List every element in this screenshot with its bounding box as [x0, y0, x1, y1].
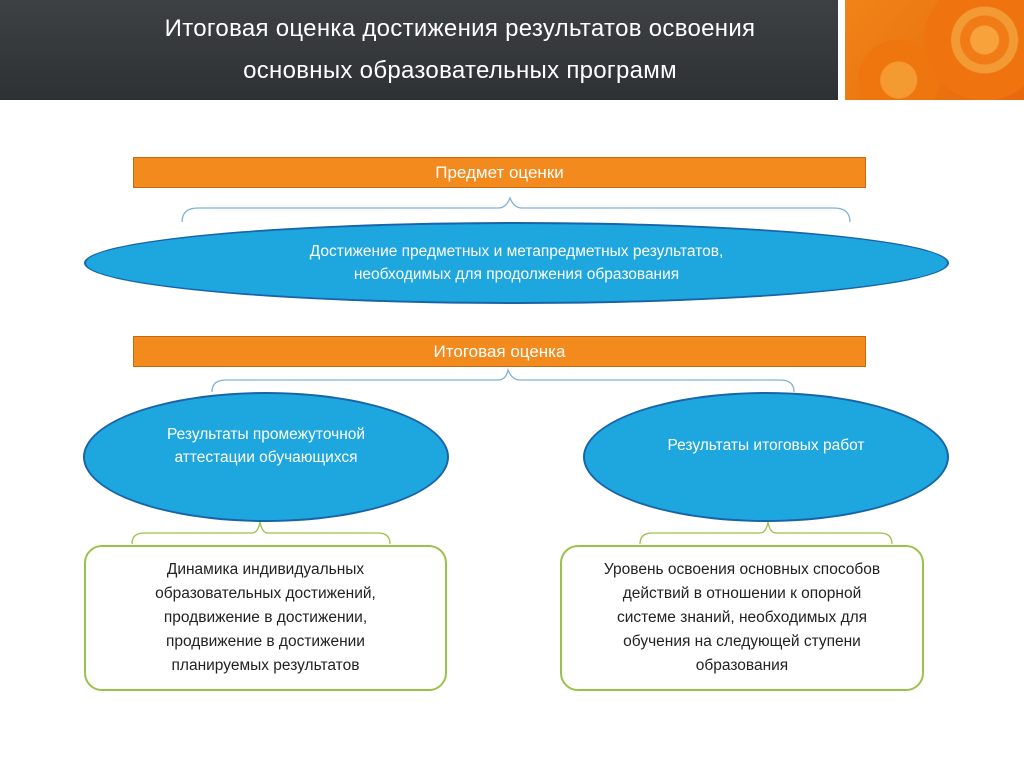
right-box-line-3: системе знаний, необходимых для: [616, 609, 868, 626]
left-ellipse-line-1: Результаты промежуточной: [166, 426, 366, 443]
title-line-1: Итоговая оценка достижения результатов освоения: [164, 15, 756, 42]
intermediate-results-ellipse: [83, 392, 449, 522]
brace-left-box: [132, 522, 390, 544]
brace-subject: [182, 198, 850, 222]
left-box-line-5: планируемых результатов: [171, 657, 360, 674]
left-box-line-3: продвижение в достижении,: [163, 609, 368, 626]
left-box-line-4: продвижение в достижении: [166, 633, 365, 650]
right-box-line-4: обучения на следующей ступени: [623, 633, 861, 650]
brace-right-box: [640, 522, 892, 544]
mastery-level-box: [560, 545, 924, 691]
brace-final: [212, 370, 794, 392]
left-box-line-1: Динамика индивидуальных: [166, 561, 365, 578]
left-ellipse-line-2: аттестации обучающихся: [174, 449, 358, 466]
final-assessment-bar: Итоговая оценка: [133, 336, 866, 367]
subject-ellipse: [84, 222, 949, 304]
subject-ellipse-line-1: Достижение предметных и метапредметных результатов,: [309, 243, 724, 260]
right-box-line-1: Уровень освоения основных способов: [603, 561, 881, 578]
subject-of-assessment-bar: Предмет оценки: [133, 157, 866, 188]
left-box-line-2: образовательных достижений,: [155, 585, 376, 602]
final-works-results-ellipse: [583, 392, 949, 522]
right-box-line-2: действий в отношении к опорной: [622, 585, 862, 602]
right-ellipse-line-1: Результаты итоговых работ: [667, 436, 865, 454]
individual-dynamics-box: [84, 545, 447, 691]
right-box-line-5: образования: [695, 657, 789, 674]
subject-ellipse-line-2: необходимых для продолжения образования: [353, 266, 680, 283]
title-line-2: основных образовательных программ: [243, 57, 677, 84]
